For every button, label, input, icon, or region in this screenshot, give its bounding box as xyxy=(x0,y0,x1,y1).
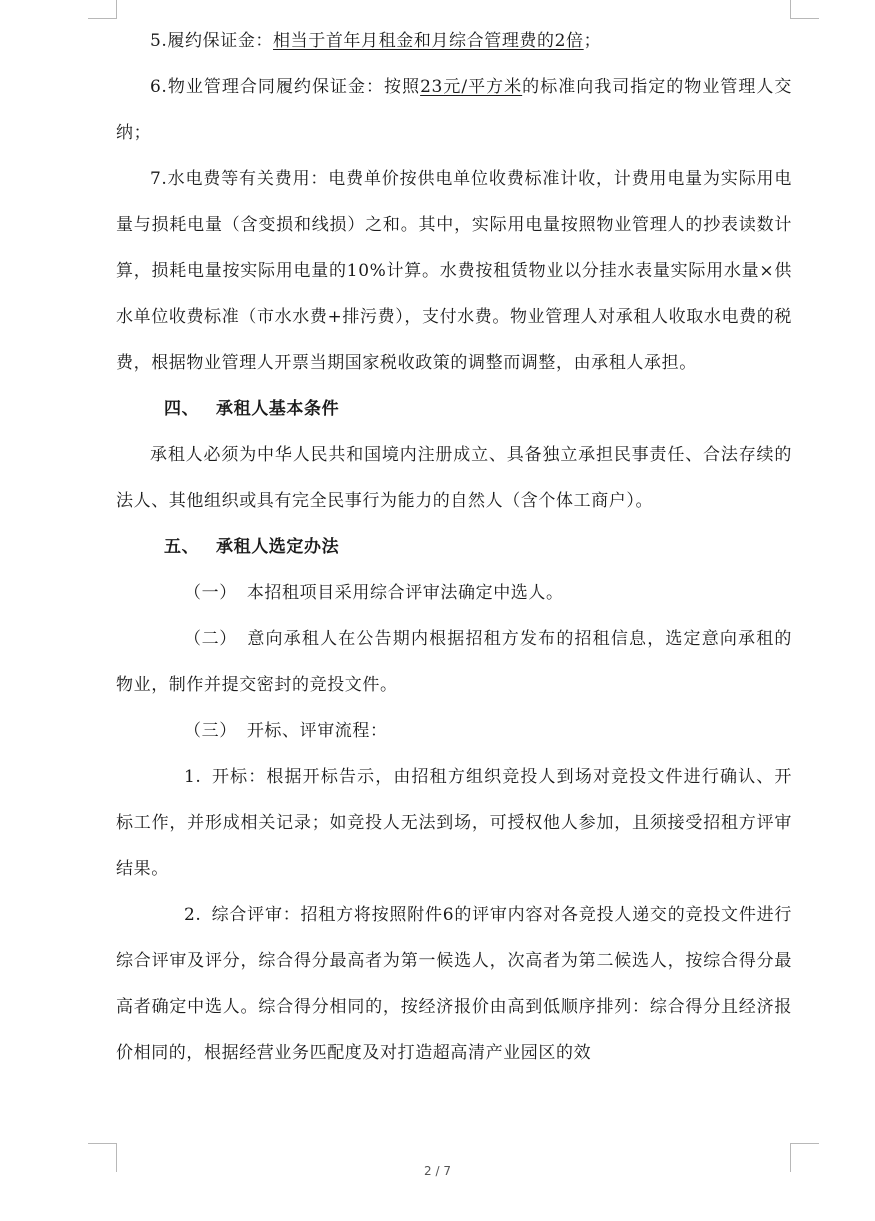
item-6-property-deposit xyxy=(116,64,792,156)
subsection-2-number: （二） xyxy=(184,629,237,649)
section-5-number: 五、 xyxy=(164,537,200,557)
subsection-1 xyxy=(116,570,792,616)
page-number: 2 / 7 xyxy=(424,1164,451,1178)
section-4-heading xyxy=(116,386,792,432)
item-5-performance-deposit xyxy=(116,18,792,64)
item-5-prefix: 5.履约保证金： xyxy=(150,31,274,51)
subsection-3 xyxy=(116,708,792,754)
subsection-3-number: （三） xyxy=(184,721,237,741)
subsection-3-text: 开标、评审流程： xyxy=(246,721,388,741)
item-6-prefix: 6.物业管理合同履约保证金：按照 xyxy=(150,77,421,97)
step-2-comprehensive-review xyxy=(116,892,792,1076)
document-body xyxy=(116,18,792,1076)
step-2-number: 2. xyxy=(184,905,202,925)
item-5-underlined-amount: 相当于首年月租金和月综合管理费的2倍 xyxy=(273,31,584,51)
step-2-text: 综合评审：招租方将按照附件6的评审内容对各竞投人递交的竞投文件进行综合评审及评分，综合得分最高者为第一候选人，次高者为第二候选人，按综合得分最高者确定中选人。综合得分相同的，按经济报价由高到低顺序排列：综合得分且经济报价相同的，根据经营业务匹配度及对打造超高清产业园区的效 xyxy=(116,905,792,1063)
page-corner-mark-top-right xyxy=(790,0,819,19)
subsection-1-text: 本招租项目采用综合评审法确定中选人。 xyxy=(246,583,564,603)
step-1-number: 1. xyxy=(184,767,202,787)
item-6-suffix: 的标准向我司指定的物业管理人交纳； xyxy=(116,77,793,143)
item-5-suffix: ； xyxy=(583,31,602,51)
item-6-underlined-rate: 23元/平方米 xyxy=(420,77,523,97)
step-1-text: 开标：根据开标告示，由招租方组织竞投人到场对竞投文件进行确认、开标工作，并形成相关记录；如竞投人无法到场，可授权他人参加，且须接受招租方评审结果。 xyxy=(116,767,792,879)
section-4-body: 承租人必须为中华人民共和国境内注册成立、具备独立承担民事责任、合法存续的法人、其他组织或具有完全民事行为能力的自然人（含个体工商户）。 xyxy=(116,445,792,511)
step-1-bid-opening xyxy=(116,754,792,892)
section-5-heading xyxy=(116,524,792,570)
page-corner-mark-top-left xyxy=(88,0,117,19)
subsection-2-text: 意向承租人在公告期内根据招租方发布的招租信息，选定意向承租的物业，制作并提交密封的竞投文件。 xyxy=(116,629,792,695)
subsection-1-number: （一） xyxy=(184,583,237,603)
section-4-title: 承租人基本条件 xyxy=(216,399,340,419)
section-4-number: 四、 xyxy=(164,399,200,419)
subsection-2 xyxy=(116,616,792,708)
section-5-title: 承租人选定办法 xyxy=(216,537,340,557)
item-7-utility-fees: 7.水电费等有关费用：电费单价按供电单位收费标准计收，计费用电量为实际用电量与损耗电量（含变损和线损）之和。其中，实际用电量按照物业管理人的抄表读数计算，损耗电量按实际用电量的10%计算。水费按租赁物业以分挂水表量实际用水量×供水单位收费标准（市水水费+排污费），支付水费。物业管理人对承租人收取水电费的税费，根据物业管理人开票当期国家税收政策的调整而调整，由承租人承担。 xyxy=(116,169,792,373)
